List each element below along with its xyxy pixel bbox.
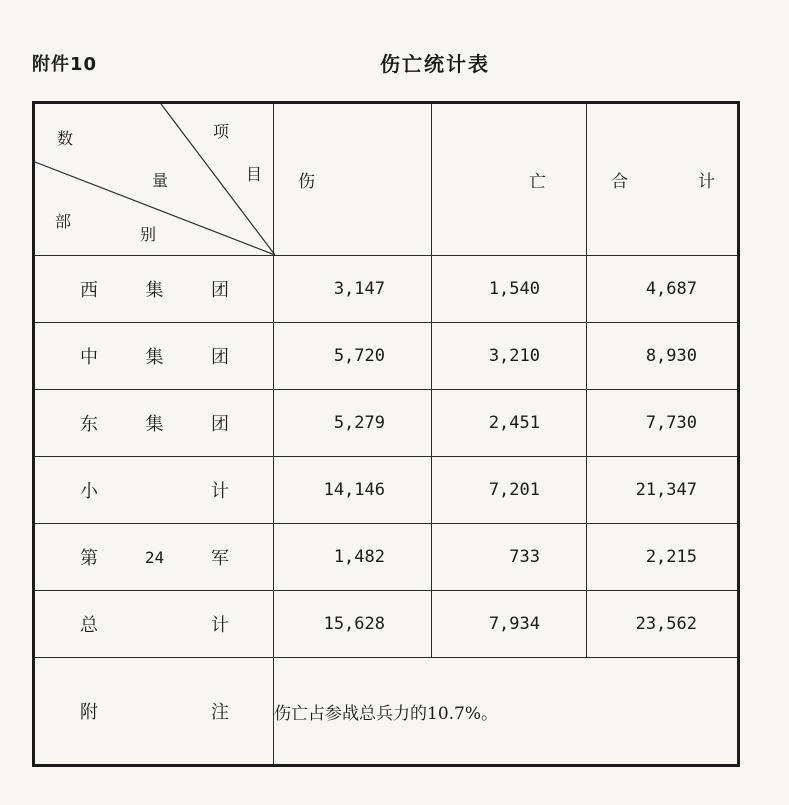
- column-header-total-left: 合: [611, 172, 628, 192]
- killed-cell: 733: [432, 524, 587, 591]
- casualty-table: [32, 101, 740, 767]
- total-cell: 2,215: [587, 524, 739, 591]
- appendix-label: 附件10: [32, 54, 98, 75]
- total-cell: 21,347: [587, 457, 739, 524]
- wounded-cell: 15,628: [274, 591, 432, 658]
- corner-cell: [34, 103, 274, 256]
- note-label: 附 注: [34, 658, 274, 766]
- table-row: [34, 256, 739, 323]
- killed-cell: 7,201: [432, 457, 587, 524]
- corner-label-bie: 别: [140, 225, 157, 244]
- table-row: [34, 524, 739, 591]
- table-row: [34, 457, 739, 524]
- row-label: 小 计: [34, 457, 274, 524]
- corner-label-liang: 量: [152, 171, 169, 190]
- total-cell: 4,687: [587, 256, 739, 323]
- corner-label-xiang: 项: [213, 122, 230, 141]
- note-row: [34, 658, 739, 766]
- wounded-cell: 5,279: [274, 390, 432, 457]
- killed-cell: 2,451: [432, 390, 587, 457]
- row-label: 中 集 团: [34, 323, 274, 390]
- wounded-cell: 14,146: [274, 457, 432, 524]
- corner-label-mu: 目: [246, 165, 263, 184]
- row-label: 第 24 军: [34, 524, 274, 591]
- total-cell: 8,930: [587, 323, 739, 390]
- corner-label-bu: 部: [55, 212, 72, 231]
- row-label: 东 集 团: [34, 390, 274, 457]
- column-header-killed: [432, 103, 587, 256]
- header-row: [34, 103, 739, 256]
- row-label: 总 计: [34, 591, 274, 658]
- column-header-killed-text: 亡: [529, 172, 546, 192]
- table-row: [34, 323, 739, 390]
- row-label: 西 集 团: [34, 256, 274, 323]
- wounded-cell: 5,720: [274, 323, 432, 390]
- column-header-wounded-text: 伤: [298, 172, 315, 192]
- killed-cell: 1,540: [432, 256, 587, 323]
- note-text: 伤亡占参战总兵力的10.7%。: [274, 658, 739, 766]
- corner-label-shu: 数: [57, 129, 74, 148]
- killed-cell: 3,210: [432, 323, 587, 390]
- wounded-cell: 1,482: [274, 524, 432, 591]
- column-header-wounded: [274, 103, 432, 256]
- page-title: 伤亡统计表: [380, 52, 490, 76]
- total-cell: 7,730: [587, 390, 739, 457]
- table-row: [34, 390, 739, 457]
- killed-cell: 7,934: [432, 591, 587, 658]
- table-row: [34, 591, 739, 658]
- column-header-total: [587, 103, 739, 256]
- column-header-total-right: 计: [698, 172, 715, 192]
- total-cell: 23,562: [587, 591, 739, 658]
- wounded-cell: 3,147: [274, 256, 432, 323]
